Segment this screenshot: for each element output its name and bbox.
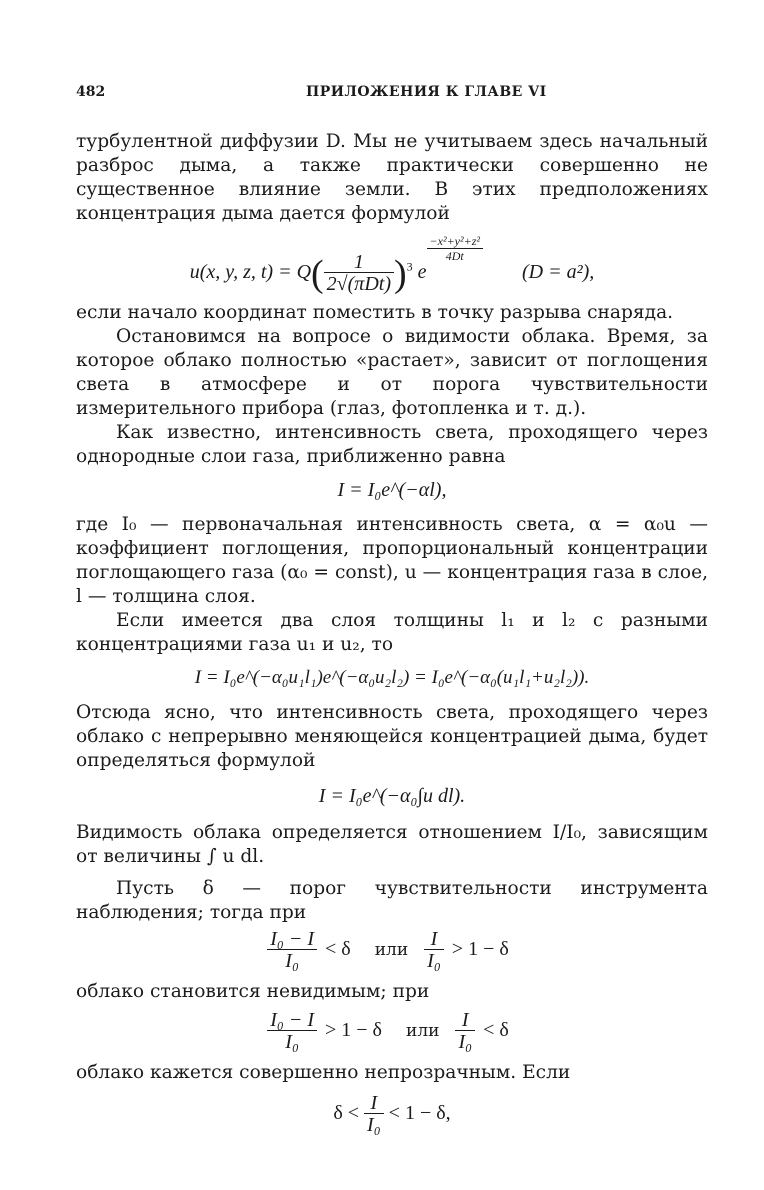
paragraph-4: Как известно, интенсивность света, проходящего через однородные слои газа, приближенно равна xyxy=(76,421,708,467)
equation-continuous: I = I₀e^(−α₀∫u dl). xyxy=(318,784,466,807)
page-number: 482 xyxy=(76,84,106,100)
eq1-fraction: $\frac{1}{\text{2√(πDt)}}$ xyxy=(324,252,394,295)
inequality-opaque: $\frac{\text{I₀ − I}}{\text{I₀}}$ > 1 − δ или $\frac{I}{\text{I₀}}$ < δ xyxy=(76,1010,708,1053)
inequality-partial: δ < $\frac{I}{\text{I₀}}$ < 1 − δ, xyxy=(333,1091,451,1136)
inequality-invisible: $\frac{\text{I₀ − I}}{\text{I₀}}$ < δ или $\frac{I}{\text{I₀}}$ > 1 − δ xyxy=(76,929,708,972)
running-header xyxy=(76,78,708,108)
body-text xyxy=(76,130,708,1136)
eq1-condition: (D = a²), xyxy=(521,261,595,283)
paragraph-9: Пусть δ — порог чувствительности инструмента наблюдения; тогда при xyxy=(76,877,708,923)
eq1-exponent: $\frac{\text{−x²+y²+z²}}{4Dt}$ xyxy=(427,234,483,263)
paragraph-1: турбулентной диффузии D. Мы не учитываем здесь начальный разброс дыма, а также практически совершенно не существенное влияние земли. В этих предположениях концентрация дыма дается формулой xyxy=(76,131,708,224)
equation-intensity: I = I₀e^(−αl), xyxy=(337,478,447,501)
running-title: ПРИЛОЖЕНИЯ К ГЛАВЕ VI xyxy=(306,84,547,100)
page xyxy=(76,78,708,1136)
paragraph-10: облако становится невидимым; при xyxy=(76,980,430,1002)
equation-concentration: u(x, y, z, t) = Q( $\frac{1}{\text{2√(πDt)}}$ )$^3$ e $\frac{\text{−x²+y²+z²}}{4Dt}$ (D = a²), xyxy=(189,234,595,295)
paragraph-2: если начало координат поместить в точку разрыва снаряда. xyxy=(76,301,674,323)
equation-two-layers: I = I₀e^(−α₀u₁l₁)e^(−α₀u₂l₂) = I₀e^(−α₀(u₁l₁+u₂l₂)). xyxy=(194,666,590,688)
paragraph-5: где I₀ — первоначальная интенсивность света, α = α₀u — коэффициент поглощения, пропорциональный концентрации поглощающего газа (α₀ = const), u — концентрация газа в слое, l — толщина слоя. xyxy=(76,513,708,607)
paragraph-11: облако кажется совершенно непрозрачным. Если xyxy=(76,1061,571,1083)
paragraph-6: Если имеется два слоя толщины l₁ и l₂ с разными концентрациями газа u₁ и u₂, то xyxy=(76,609,708,655)
paragraph-7: Отсюда ясно, что интенсивность света, проходящего через облако с непрерывно меняющейся концентрацией дыма, будет определяться формулой xyxy=(76,701,708,771)
paragraph-8: Видимость облака определяется отношением I/I₀, зависящим от величины ∫ u dl. xyxy=(76,821,708,867)
paragraph-3: Остановимся на вопросе о видимости облака. Время, за которое облако полностью «растает», зависит от поглощения света в атмосфере и от порога чувствительности измерительного прибора (глаз, фотопленка и т. д.). xyxy=(76,325,708,419)
eq1-left: u(x, y, z, t) = Q xyxy=(189,261,312,283)
